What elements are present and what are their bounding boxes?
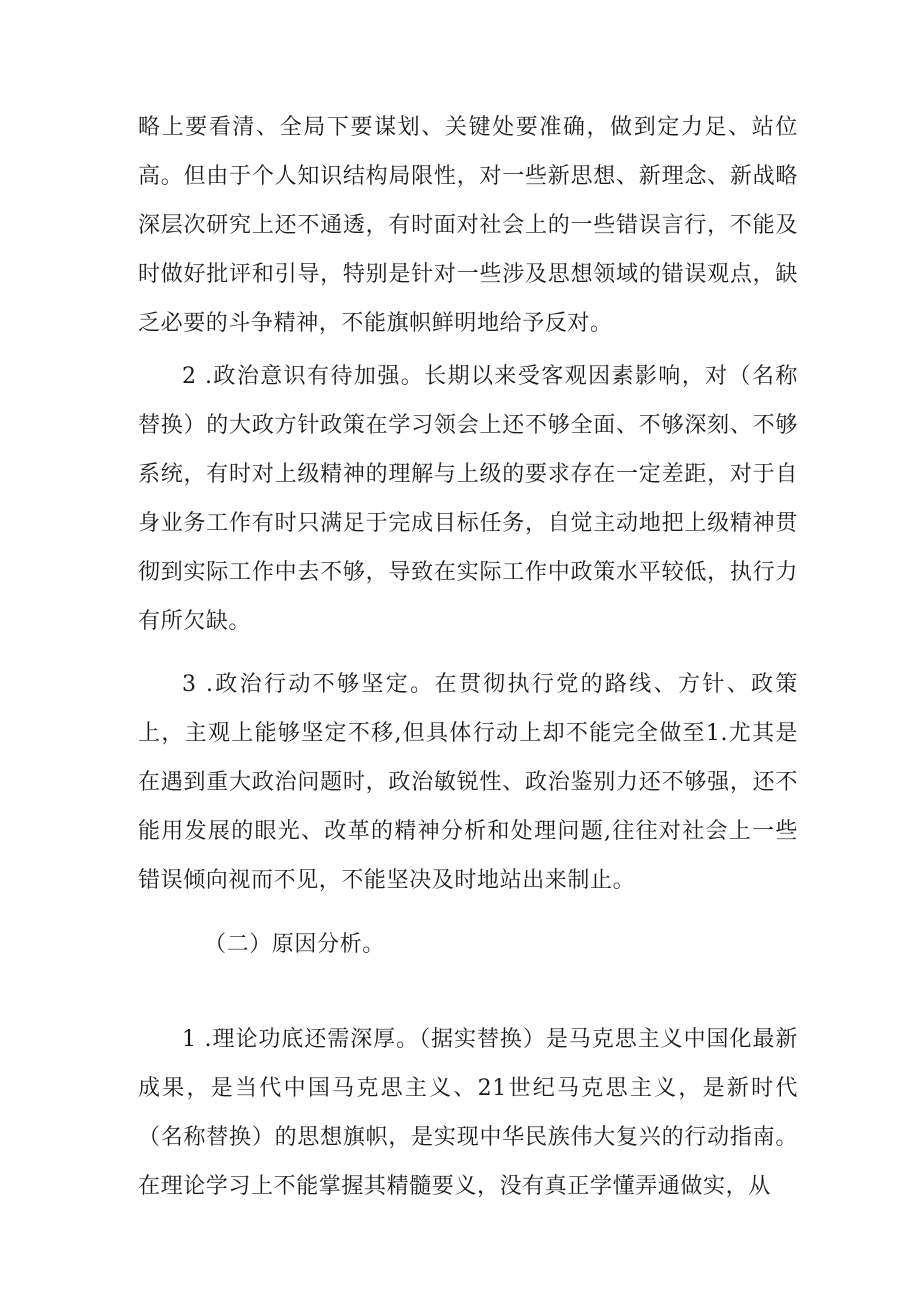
paragraph-political-awareness: 2 .政治意识有待加强。长期以来受客观因素影响，对（名称替换）的大政方针政策在学习领会上还不够全面、不够深刻、不够系统，有时对上级精神的理解与上级的要求存在一定差距，对于自身业务工作有时只满足于完成目标任务，自觉主动地把上级精神贯彻到实际工作中去不够，导致在实际工作中政策水平较低，执行力有所欠缺。: [138, 364, 798, 634]
paragraph-continuation: 略上要看清、全局下要谋划、关键处要准确，做到定力足、站位高。但由于个人知识结构局限性，对一些新思想、新理念、新战略深层次研究上还不通透，有时面对社会上的一些错误言行，不能及时做好批评和引导，特别是针对一些涉及思想领域的错误观点，缺乏必要的斗争精神，不能旗帜鲜明地给予反对。: [138, 115, 798, 336]
section-heading-cause-analysis: （二）原因分析。: [204, 932, 385, 957]
paragraph-theory-foundation: 1 .理论功底还需深厚。（据实替换）是马克思主义中国化最新成果，是当代中国马克思主义、21世纪马克思主义，是新时代（名称替换）的思想旗帜，是实现中华民族伟大复兴的行动指南。在理论学习上不能掌握其精髓要义，没有真正学懂弄通做实，从: [138, 1027, 798, 1199]
paragraph-political-action: 3 .政治行动不够坚定。在贯彻执行党的路线、方针、政策上，主观上能够坚定不移,但具体行动上却不能完全做至1.尤其是在遇到重大政治问题时，政治敏锐性、政治鉴别力还不够强，还不能用发展的眼光、改革的精神分析和处理问题,往往对社会上一些错误倾向视而不见，不能坚决及时地站出来制止。: [138, 672, 798, 893]
